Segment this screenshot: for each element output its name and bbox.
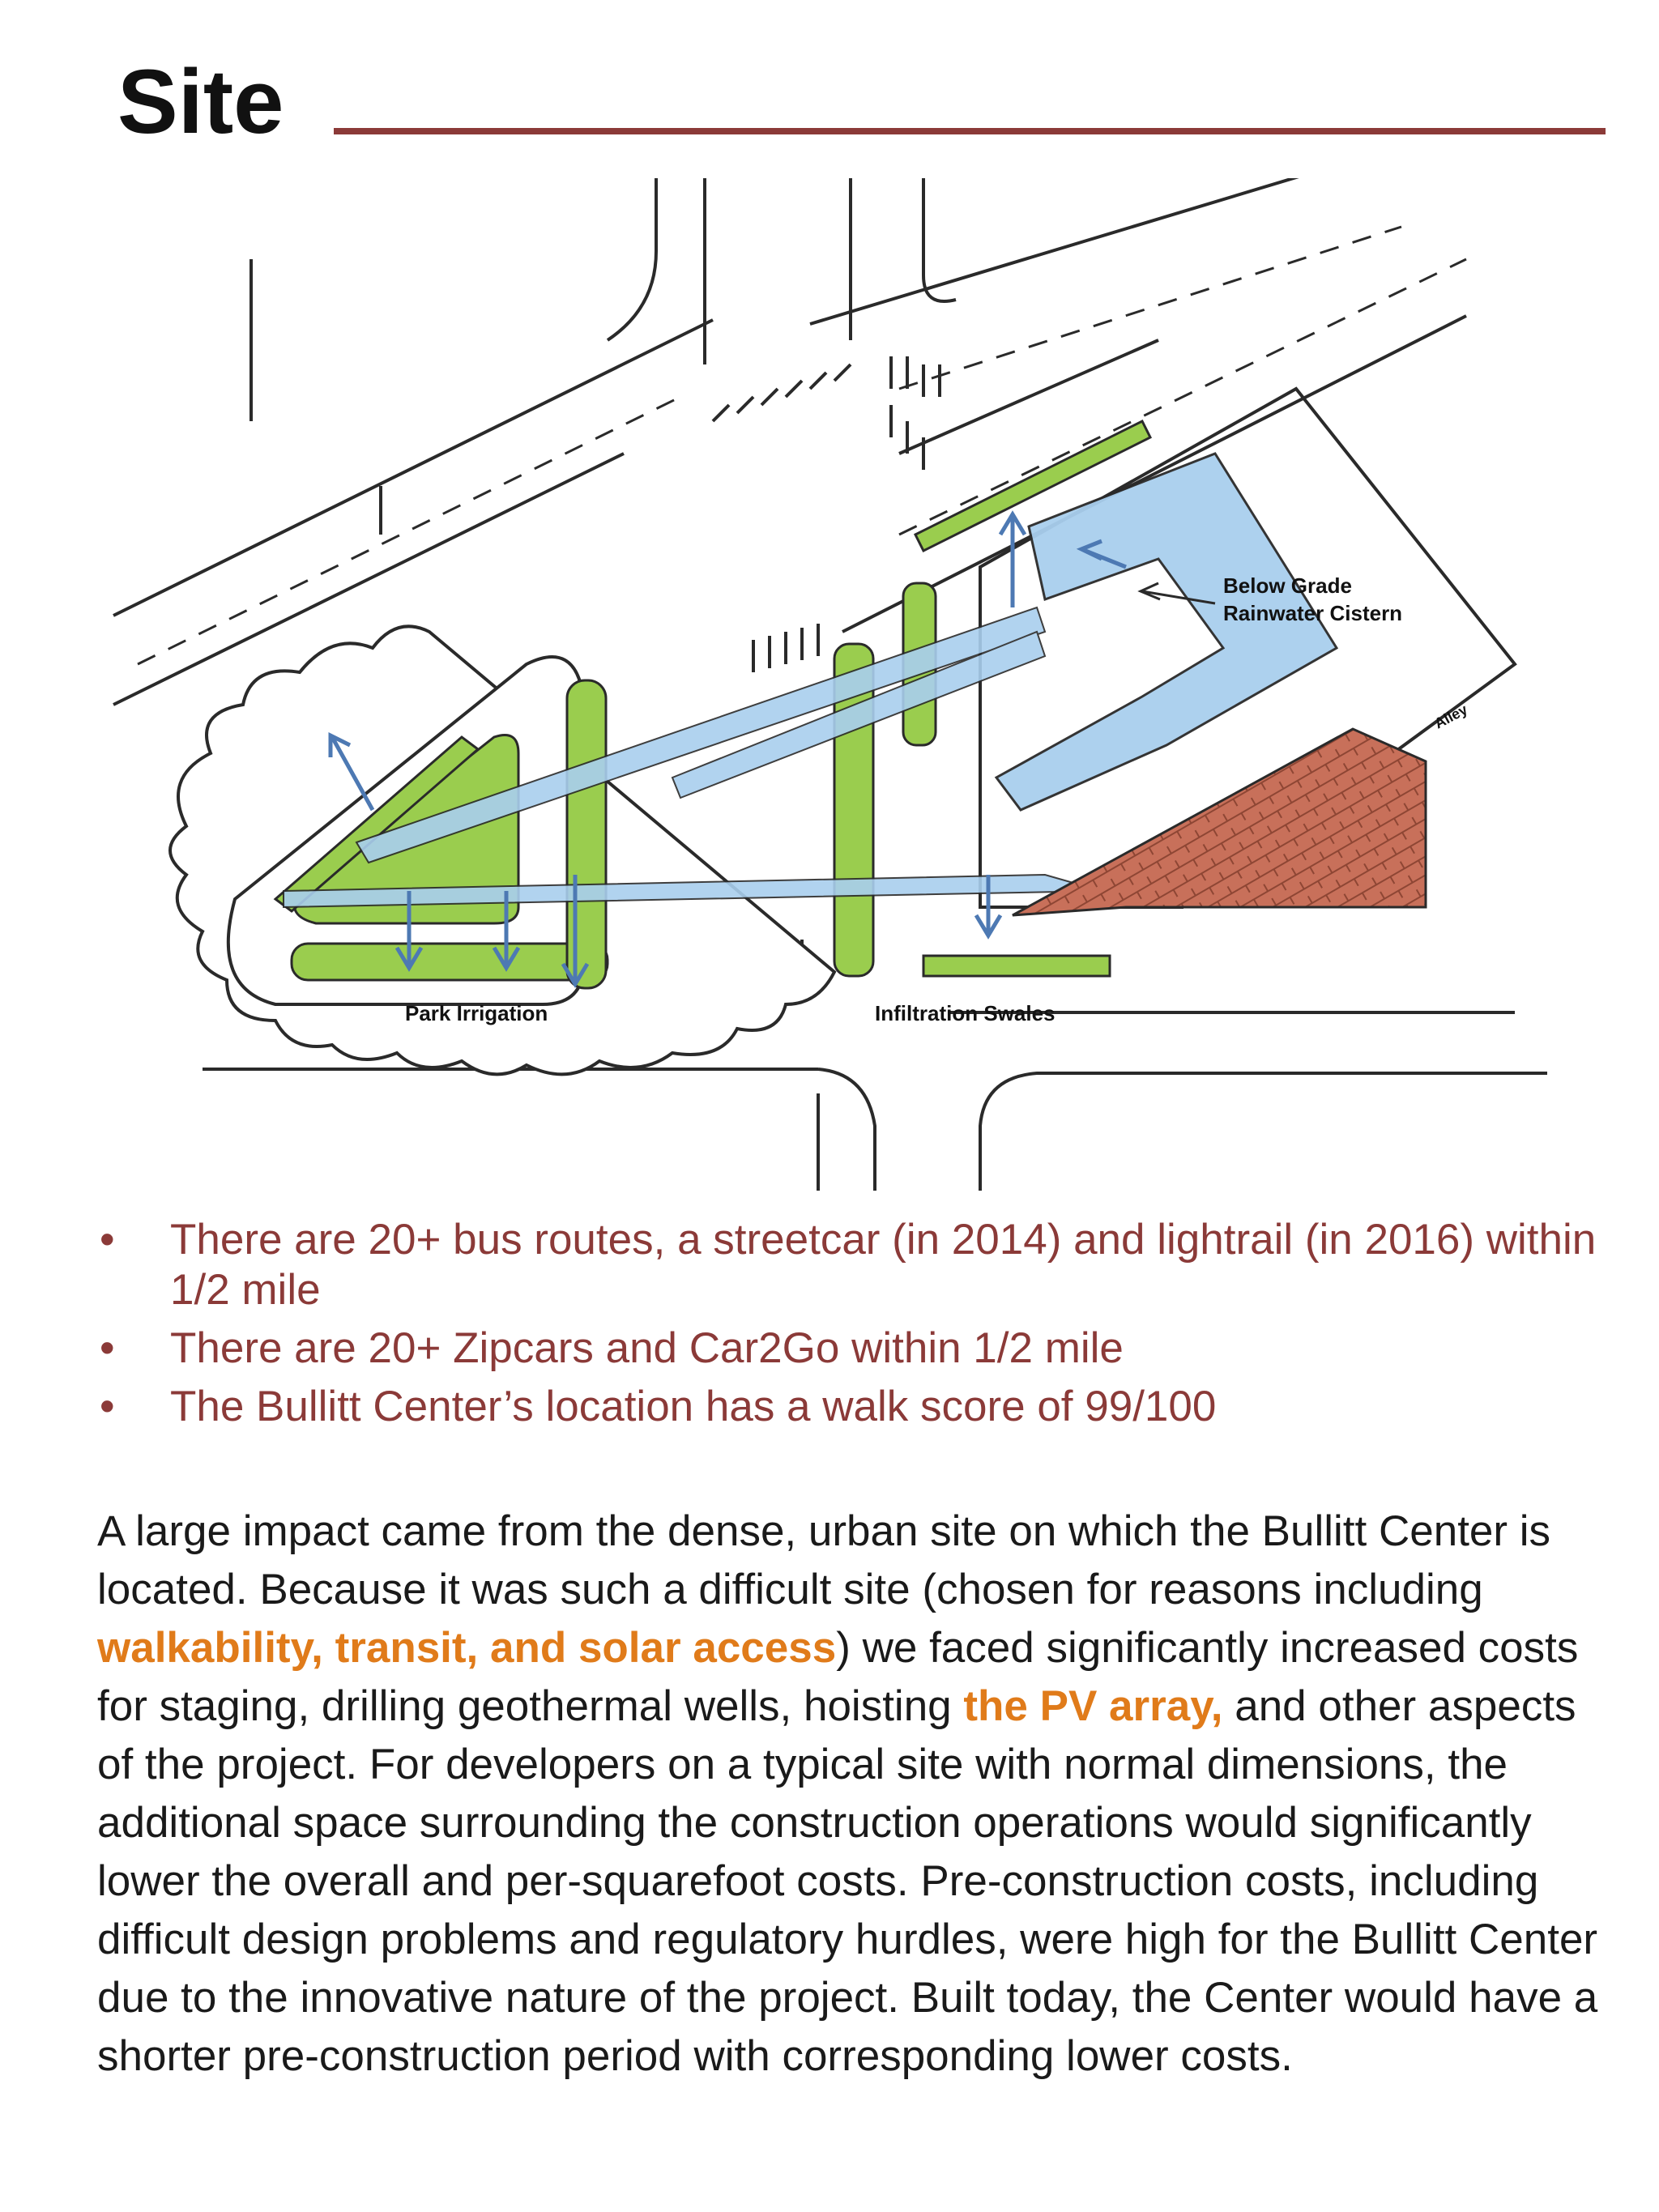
bullet-list [93,1215,1600,1440]
highlight-pv-array: the PV array, [963,1682,1223,1730]
park-strip-bottom [292,944,608,980]
label-rainwater-cistern: Rainwater Cistern [1223,601,1403,625]
label-park-irrigation: Park Irrigation [405,1001,548,1025]
bullet-dot: • [100,1383,115,1430]
rainwater-cistern [996,454,1337,810]
body-text-1: A large impact came from the dense, urban site on which the Bullitt Center is located. Because it was such a difficult site (chosen for reasons including [97,1507,1551,1613]
bullet-text: The Bullitt Center’s location has a walk score of 99/100 [170,1383,1217,1430]
swale-bottom [923,956,1110,976]
bullet-item [93,1323,1600,1374]
title-rule [334,128,1606,134]
body-text-2: ) we faced significantly increased costs for staging, drilling geothermal wells, hoisting [97,1624,1579,1730]
park-strip-right [567,680,606,988]
bullet-item [93,1382,1600,1432]
label-alley: Alley [1431,701,1470,732]
label-below-grade: Below Grade [1223,573,1352,598]
highlight-walkability: walkability, transit, and solar access [97,1624,837,1672]
body-text-3: and other aspects of the project. For developers on a typical site with normal dimensions, the additional space surrounding the construction operations would significantly lower the overall and per-squarefoot costs. Pre-construction costs, including difficult design problems and regulatory hurdles, were high for the Bullitt Center due to the innovative nature of the project. Built today, the Center would have a shorter pre-construction period with corresponding lower costs. [97,1682,1598,2080]
body-paragraph [97,1502,1604,2086]
label-infiltration-swales: Infiltration Swales [875,1001,1056,1025]
bullet-dot: • [100,1324,115,1372]
bullet-item [93,1215,1600,1315]
bullet-dot: • [100,1216,115,1264]
bullet-text: There are 20+ bus routes, a streetcar (in 2014) and lightrail (in 2016) within 1/2 mile [170,1216,1597,1314]
bullet-text: There are 20+ Zipcars and Car2Go within 1/2 mile [170,1324,1124,1372]
page-title: Site [117,51,284,152]
site-plan-drawing [89,178,1580,1191]
